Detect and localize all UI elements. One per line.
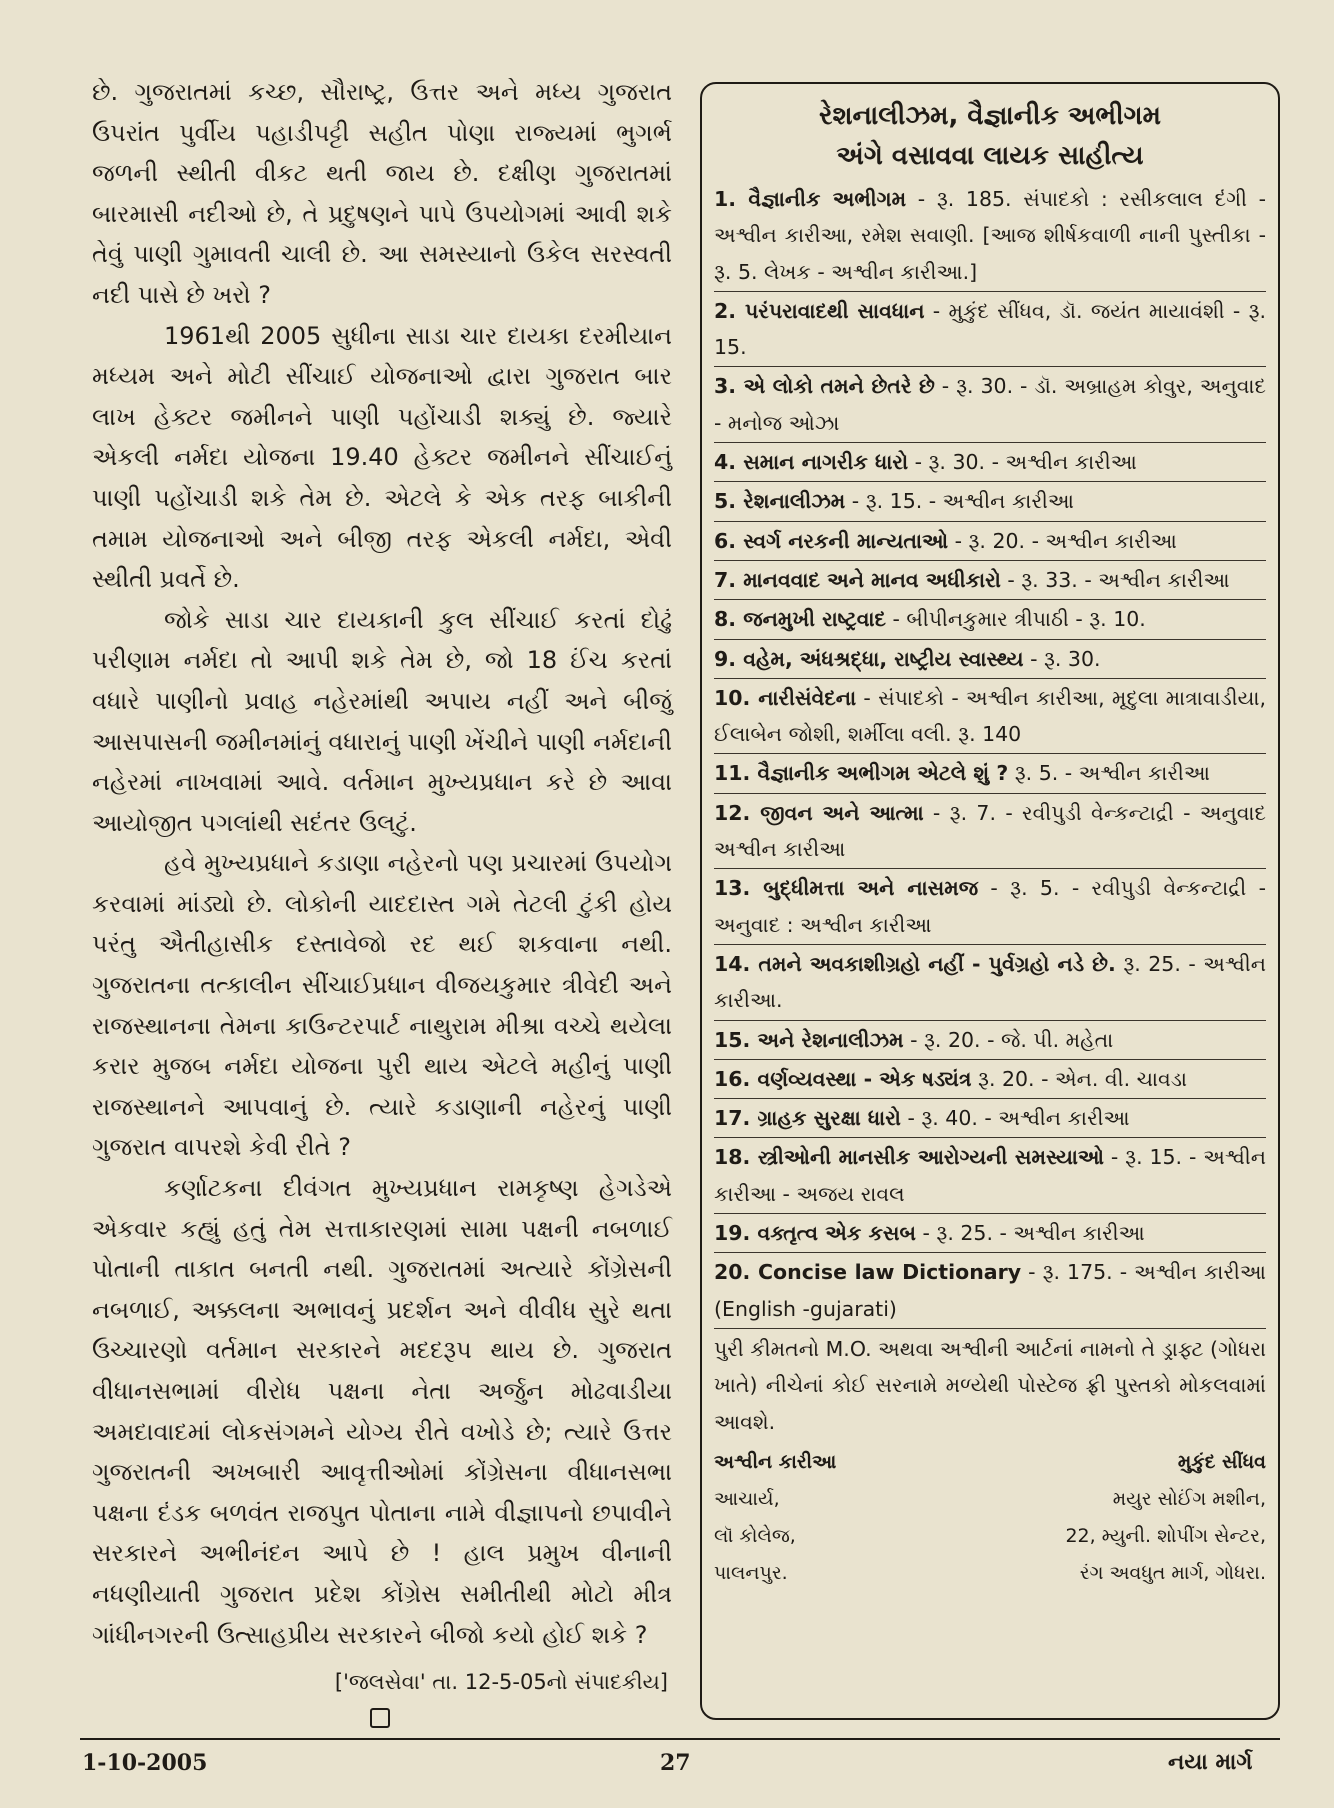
book-item: [714, 640, 1266, 679]
book-title: 6. સ્વર્ગ નરકની માન્યતાઓ: [714, 528, 949, 553]
book-details: - રૂ. 5. - રવીપુડી વેન્કન્ટાદ્રી - અનુવાદ : અશ્વીન કારીઆ: [714, 876, 1266, 937]
book-item: [714, 180, 1266, 292]
article-paragraph-1: છે. ગુજરાતમાં કચ્છ, સૌરાષ્ટ્ર, ઉત્તર અને મધ્ય ગુજરાત ઉપરાંત પુર્વીય પહાડીપટ્ટી સહીત પોણા રાજ્યમાં ભુગર્ભ જળની સ્થીતી વીકટ થતી જાય છે. દક્ષીણ ગુજરાતમાં બારમાસી નદીઓ છે, તે પ્રદુષણને પાપે ઉપયોગમાં આવી શકે તેવું પાણી ગુમાવતી ચાલી છે. આ સમસ્યાનો ઉકેલ સરસ્વતી નદી પાસે છે ખરો ?: [92, 78, 672, 309]
article-paragraph-3: જોકે સાડા ચાર દાયકાની કુલ સીંચાઈ કરતાં દોઢું પરીણામ નર્મદા તો આપી શકે તેમ છે, જો 18 ઈંચ કરતાં વધારે પાણીનો પ્રવાહ નહેરમાંથી અપાય નહીં અને બીજું આસપાસની જમીનમાંનું વધારાનું પાણી ખેંચીને પાણી નર્મદાની નહેરમાં નાખવામાં આવે. વર્તમાન મુખ્યપ્રધાન કરે છે આવા આયોજીત પગલાંથી સદંતર ઉલટું.: [92, 605, 672, 837]
address-left-name: અશ્વીન કારીઆ: [714, 1450, 837, 1473]
address-right-line-2: 22, મ્યુની. શોપીંગ સેન્ટર,: [1065, 1524, 1266, 1547]
magazine-name: નયા માર્ગ: [1168, 1750, 1253, 1775]
box-title-line-1: રેશનાલીઝમ, વૈજ્ઞાનીક અભીગમ: [819, 101, 1161, 131]
book-item: [714, 292, 1266, 368]
book-item: [714, 1060, 1266, 1099]
book-item: [714, 367, 1266, 443]
book-details: - રૂ. 20. - અશ્વીન કારીઆ: [948, 528, 1177, 553]
book-details: - રૂ. 33. - અશ્વીન કારીઆ: [1000, 567, 1230, 592]
book-list-box: [700, 82, 1280, 1720]
book-list: [714, 180, 1266, 1329]
book-item: [714, 794, 1266, 870]
book-details: - બીપીનકુમાર ત્રીપાઠી - રૂ. 10.: [885, 607, 1146, 632]
book-item: [714, 945, 1266, 1021]
book-item: [714, 1021, 1266, 1060]
book-details: - રૂ. 30.: [1023, 646, 1101, 671]
footer-rule: [80, 1738, 1280, 1740]
address-left-line-1: આચાર્ય,: [714, 1487, 780, 1510]
footer-date: 1-10-2005: [82, 1750, 208, 1776]
address-left: [714, 1444, 836, 1592]
book-item: [714, 679, 1266, 755]
end-mark-icon: [370, 1708, 390, 1728]
book-title: 8. જનમુખી રાષ્ટ્રવાદ: [714, 607, 886, 632]
book-item: [714, 1138, 1266, 1214]
address-right-line-1: મયુર સોઈંગ મશીન,: [1112, 1487, 1266, 1510]
book-title: 11. વૈજ્ઞાનીક અભીગમ એટલે શું ?: [714, 761, 1009, 786]
book-details: - મુકુંદ સીંધવ, ડૉ. જયંત માયાવંશી - રૂ. 15.: [714, 298, 1266, 360]
addresses: [714, 1444, 1266, 1592]
book-item: [714, 1099, 1266, 1138]
article-paragraph-2: 1961થી 2005 સુધીના સાડા ચાર દાયકા દરમીયાન મધ્યમ અને મોટી સીંચાઈ યોજનાઓ દ્વારા ગુજરાત બાર લાખ હેક્ટર જમીનને પાણી પહોંચાડી શક્યું છે. જ્યારે એકલી નર્મદા યોજના 19.40 હેક્ટર જમીનને સીંચાઈનું પાણી પહોંચાડી શકે તેમ છે. એટલે કે એક તરફ બાકીની તમામ યોજનાઓ અને બીજી તરફ એકલી નર્મદા, એવી સ્થીતી પ્રવર્તે છે.: [92, 321, 672, 594]
article-column: [92, 72, 672, 1655]
book-item: [714, 869, 1266, 945]
book-title: 10. નારીસંવેદના: [714, 685, 857, 710]
book-title: 9. વહેમ, અંધશ્રદ્ધા, રાષ્ટ્રીય સ્વાસ્થ્ય: [714, 646, 1024, 671]
order-note: પુરી કીમતનો M.O. અથવા અશ્વીની આર્ટનાં નામનો તે ડ્રાફ્ટ (ગોધરા ખાતે) નીચેનાં કોઈ સરનામે મળ્યેથી પોસ્ટેજ ફ્રી પુસ્તકો મોકલવામાં આવશે.: [714, 1336, 1266, 1434]
book-details: રૂ. 20. - એન. વી. ચાવડા: [971, 1066, 1188, 1091]
book-details: - રૂ. 30. - અશ્વીન કારીઆ: [908, 450, 1137, 475]
book-title: 19. વક્તૃત્વ એક કસબ: [714, 1221, 916, 1246]
address-right: [1065, 1444, 1266, 1592]
article-paragraph-5: કર્ણાટકના દીવંગત મુખ્યપ્રધાન રામકૃષ્ણ હેગડેએ એકવાર કહ્યું હતું તેમ સત્તાકારણમાં સામા પક્ષની નબળાઈ પોતાની તાકાત બનતી નથી. ગુજરાતમાં અત્યારે કોંગ્રેસની નબળાઈ, અક્કલના અભાવનું પ્રદર્શન અને વીવીધ સુરે થતા ઉચ્ચારણો વર્તમાન સરકારને મદદરૂપ થાય છે. ગુજરાત વીધાનસભામાં વીરોધ પક્ષના નેતા અર્જુન મોઢવાડીયા અમદાવાદમાં લોકસંગમને યોગ્ય રીતે વખોડે છે; ત્યારે ઉત્તર ગુજરાતની અખબારી આવૃત્તીઓમાં કોંગ્રેસના વીધાનસભા પક્ષના દંડક બળવંત રાજપુત પોતાના નામે વીજ્ઞાપનો છપાવીને સરકારને અભીનંદન આપે છે ! હાલ પ્રમુખ વીનાની નધણીયાતી ગુજરાત પ્રદેશ કોંગ્રેસ સમીતીથી મોટો મીત્ર ગાંધીનગરની ઉત્સાહપ્રીય સરકારને બીજો કયો હોઈ શકે ?: [92, 1174, 672, 1649]
book-title: 5. રેશનાલીઝમ: [714, 489, 846, 514]
article-source: ['જલસેવા' તા. 12-5-05નો સંપાદકીય]: [334, 1670, 668, 1694]
book-details: - રૂ. 7. - રવીપુડી વેન્કન્ટાદ્રી - અનુવાદ અશ્વીન કારીઆ: [714, 800, 1266, 862]
book-details: - રૂ. 30. - ડૉ. અબ્રાહમ કોવુર, અનુવાદ - મનોજ ઓઝા: [714, 374, 1266, 435]
book-details: - રૂ. 175. - અશ્વીન કારીઆ (English -gujarati): [714, 1260, 1266, 1321]
book-title: 1. વૈજ્ઞાનીક અભીગમ: [714, 187, 907, 211]
book-details: - રૂ. 185. સંપાદકો : રસીકલાલ દંગી - અશ્વીન કારીઆ, રમેશ સવાણી. [આજ શીર્ષકવાળી નાની પુસ્તીકા - રૂ. 5. લેખક - અશ્વીન કારીઆ.]: [714, 187, 1266, 284]
book-details: - રૂ. 40. - અશ્વીન કારીઆ: [900, 1106, 1130, 1131]
book-title: 18. સ્ત્રીઓની માનસીક આરોગ્યની સમસ્યાઓ: [714, 1145, 1104, 1170]
book-title: 13. બુદ્ધીમત્તા અને નાસમજ: [714, 876, 979, 901]
book-title: 14. તમને અવકાશીગ્રહો નહીં - પુર્વગ્રહો નડે છે.: [714, 951, 1116, 976]
book-item: [714, 754, 1266, 793]
book-details: - સંપાદકો - અશ્વીન કારીઆ, મૃદુલા માત્રાવાડીયા, ઈલાબેન જોશી, શર્મીલા વલી. રૂ. 140: [714, 685, 1266, 747]
book-details: - રૂ. 25. - અશ્વીન કારીઆ: [916, 1221, 1145, 1246]
book-details: - રૂ. 15. - અશ્વીન કારીઆ: [845, 489, 1074, 514]
book-item: [714, 600, 1266, 639]
book-details: - રૂ. 15. - અશ્વીન કારીઆ - અજય રાવલ: [714, 1145, 1266, 1206]
book-title: 15. અને રેશનાલીઝમ: [714, 1027, 904, 1052]
address-right-name: મુકુંદ સીંધવ: [1177, 1450, 1266, 1473]
book-details: રૂ. 25. - અશ્વીન કારીઆ.: [714, 951, 1266, 1013]
book-title: 3. એ લોકો તમને છેતરે છે: [714, 374, 935, 399]
address-left-line-3: પાલનપુર.: [714, 1561, 788, 1584]
book-title: 12. જીવન અને આત્મા: [714, 800, 924, 825]
book-item: [714, 1253, 1266, 1329]
book-title: 7. માનવવાદ અને માનવ અધીકારો: [714, 567, 1001, 592]
page-number: 27: [660, 1750, 691, 1776]
book-title: 2. પરંપરાવાદથી સાવધાન: [714, 298, 925, 323]
book-title: 20. Concise law Dictionary: [714, 1260, 1022, 1285]
book-title: 17. ગ્રાહક સુરક્ષા ધારો: [714, 1106, 901, 1131]
book-details: - રૂ. 20. - જે. પી. મહેતા: [903, 1027, 1114, 1052]
article-paragraph-4: હવે મુખ્યપ્રધાને કડાણા નહેરનો પણ પ્રચારમાં ઉપયોગ કરવામાં માંડ્યો છે. લોકોની યાદદાસ્ત ગમે તેટલી ટુંકી હોય પરંતુ ઐતીહાસીક દસ્તાવેજો રદ થઈ શકવાના નથી. ગુજરાતના તત્કાલીન સીંચાઈપ્રધાન વીજયકુમાર ત્રીવેદી અને રાજસ્થાનના તેમના કાઉન્ટરપાર્ટ નાથુરામ મીશ્રા વચ્ચે થયેલા કરાર મુજબ નર્મદા યોજના પુરી થાય એટલે મહીનું પાણી રાજસ્થાનને આપવાનું છે. ત્યારે કડાણાની નહેરનું પાણી ગુજરાત વાપરશે કેવી રીતે ?: [92, 849, 672, 1162]
book-title: 16. વર્ણવ્યવસ્થા - એક ષડ્યંત્ર: [714, 1066, 972, 1091]
book-item: [714, 522, 1266, 561]
box-title: [714, 96, 1266, 176]
address-left-line-2: લૉ કોલેજ,: [714, 1524, 796, 1547]
book-details: રૂ. 5. - અશ્વીન કારીઆ: [1008, 761, 1210, 786]
book-item: [714, 561, 1266, 600]
book-item: [714, 443, 1266, 482]
book-item: [714, 1214, 1266, 1253]
box-title-line-2: અંગે વસાવવા લાયક સાહીત્ય: [836, 141, 1144, 171]
address-right-line-3: રંગ અવધુત માર્ગ, ગોધરા.: [1079, 1561, 1266, 1584]
book-item: [714, 482, 1266, 521]
book-title: 4. સમાન નાગરીક ધારો: [714, 450, 909, 475]
